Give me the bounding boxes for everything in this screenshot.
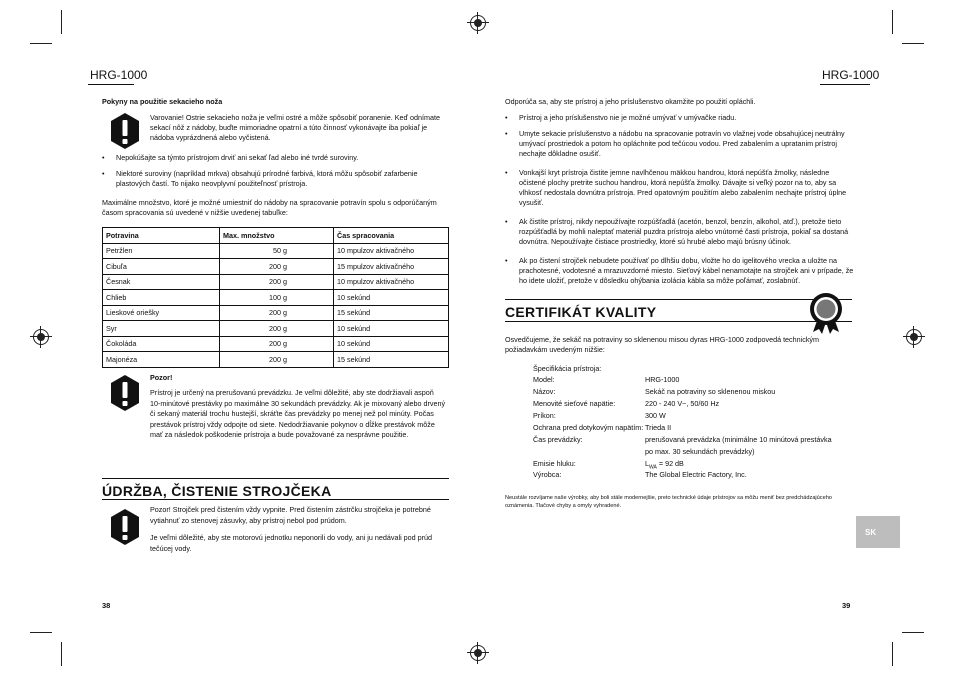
cert-text: Osvedčujeme, že sekáč na potraviny so sklenenou misou dyras HRG-1000 zodpovedá technickým požiadavkám uvedeným nižšie:: [505, 335, 820, 354]
noise-subscript: WA: [649, 464, 657, 471]
table-cell: 200 g: [220, 259, 334, 275]
spec-value: The Global Electric Factory, Inc.: [645, 470, 747, 479]
list-item: • Niektoré suroviny (napríklad mrkva) obsahujú prírodné farbivá, ktorá môžu spôsobiť zafarbenie plastových častí. To nijako neovplyvní použiteľnosť prístroja.: [102, 169, 446, 189]
registration-mark-icon: [906, 329, 922, 345]
crop-mark: [892, 10, 893, 34]
language-tab: [856, 516, 900, 548]
table-row: [103, 352, 449, 368]
table-cell: 50 g: [220, 243, 334, 259]
bullet-list: [505, 113, 855, 286]
list-item: • Vonkajší kryt prístroja čistite jemne navlhčenou mäkkou handrou, ktorá nepúšťa žmolky, následne očistené plochy pretrite suchou handrou, ktorá nepúšťa žmolky. Dávajte si veľký pozor na to, aby sa vlhkosť nedostala dovnútra prístroja. Pred opatovným použitím alebo zabalením nechajte prístroj úplne vysušiť.: [505, 168, 855, 208]
section-rule: [102, 478, 449, 479]
maintenance-text: Je veľmi dôležité, aby ste motorovú jednotku neponorili do vody, ani ju nedávali pod prúd tečúcej vody.: [150, 533, 433, 553]
table-row: [103, 305, 449, 321]
spec-label: Príkon:: [533, 411, 556, 420]
table-cell: 10 sekúnd: [334, 336, 449, 352]
crop-mark: [30, 43, 52, 44]
table-header: Potravina: [103, 228, 220, 244]
caution-title: Pozor!: [150, 373, 173, 382]
table-row: [103, 243, 449, 259]
food-table: [102, 227, 449, 368]
section-heading: ÚDRŽBA, ČISTENIE STROJČEKA: [102, 483, 332, 499]
spec-label: Emisie hluku:: [533, 459, 576, 468]
header-rule: [820, 84, 870, 85]
page-number: 38: [102, 601, 111, 610]
table-row: [103, 321, 449, 337]
spec-value: 220 - 240 V~, 50/60 Hz: [645, 399, 720, 408]
table-cell: 15 mpulzov aktivačného: [334, 259, 449, 275]
table-cell: 200 g: [220, 274, 334, 290]
table-cell: 15 sekúnd: [334, 305, 449, 321]
warning-icon: [109, 112, 141, 150]
caution-text: Prístroj je určený na prerušovanú prevádzku. Je veľmi dôležité, aby ste dodržiavali aspoň 10-minútové prestávky po maximálne 30 sekundách prevádzky. Ak je mixovaný alebo drvený či sekaný materiál trochu hustejší, skráťte čas prevádzky po menej než pol minúty. Počas prestávok prístroj vždy odpojte od siete. Nedodržiavanie pokynov o dĺžke prestávok môže mať za následok poškodenie prístroja a bude považované za nesprávne použitie.: [150, 388, 446, 440]
table-cell: 200 g: [220, 336, 334, 352]
model-label-right: HRG-1000: [822, 68, 880, 82]
spec-value: Trieda II: [645, 423, 672, 432]
section-rule: [102, 499, 449, 500]
crop-mark: [902, 632, 924, 633]
spec-label: Ochrana pred dotykovým napätím:: [533, 423, 644, 432]
table-cell: 10 mpulzov aktivačného: [334, 243, 449, 259]
table-row: [103, 336, 449, 352]
cert-heading: CERTIFIKÁT KVALITY: [505, 304, 657, 320]
page-number: 39: [842, 601, 851, 610]
table-cell: Syr: [103, 321, 220, 337]
warning-text: Varovanie! Ostrie sekacieho noža je veľmi ostré a môže spôsobiť poranenie. Keď odnímate sekací nôž z nádoby, buďte mimoriadne opatrní a túto činnosť vykonávajte iba pokiaľ je nádoba vyprázdnená alebo vyčistená.: [150, 113, 440, 142]
spec-title: Špecifikácia prístroja:: [533, 364, 602, 373]
cleaning-intro: Odporúča sa, aby ste prístroj a jeho príslušenstvo okamžite po použití opláchli.: [505, 97, 756, 106]
list-item: • Ak po čistení strojček nebudete používať po dlhšiu dobu, vložte ho do igelitového vrecka a uložte na prachotesné, vodotesné a mrazuvzdorné miesto. Sieťový kábel nenamotajte na strojček ani v prípade, že ho idete uložiť, pretože v dôsledku ohýbania izolácia kábla sa môže poľámať, zoslabnúť.: [505, 256, 855, 286]
table-cell: Chlieb: [103, 290, 220, 306]
language-tab-label: SK: [865, 528, 877, 537]
section-rule: [505, 321, 852, 322]
warning-icon: [109, 508, 141, 546]
table-cell: 100 g: [220, 290, 334, 306]
table-row: [103, 274, 449, 290]
list-item: • Prístroj a jeho príslušenstvo nie je možné umývať v umývačke riadu.: [505, 113, 855, 123]
table-header: Max. množstvo: [220, 228, 334, 244]
table-header: Čas spracovania: [334, 228, 449, 244]
list-item: • Ak čistíte prístroj, nikdy nepoužívajte rozpúšťadlá (acetón, benzol, benzín, alkohol, atď.), pretože tieto rozpúšťadlá by mohli naleptať materiál puzdra prístroja alebo vnútorné časti prístroja, pokiaľ sa dostaná dovnútra. Nepoužívajte čistiace prostriedky, ktoré sú hrubé alebo majú brúsny účinok.: [505, 217, 855, 247]
registration-mark-icon: [33, 329, 49, 345]
quality-seal-icon: [808, 292, 844, 334]
table-cell: 200 g: [220, 352, 334, 368]
crop-mark: [902, 43, 924, 44]
table-cell: 10 sekúnd: [334, 290, 449, 306]
spec-value: 300 W: [645, 411, 666, 420]
table-row: [103, 290, 449, 306]
list-item: • Umyte sekacie príslušenstvo a nádobu na spracovanie potravín vo vlažnej vode obsahujúcej neutrálny umývací prostriedok a potom ho opláchnite pod tečúcou vodou. Pred zabalením a upratanim prístroj nechajte dôkladne osušiť.: [505, 129, 855, 159]
spec-value-cont: po max. 30 sekundách prevádzky): [645, 447, 755, 456]
spec-value: Sekáč na potraviny so sklenenou miskou: [645, 387, 776, 396]
spec-label: Model:: [533, 375, 555, 384]
noise-value: = 92 dB: [658, 459, 684, 468]
spec-value: HRG-1000: [645, 375, 680, 384]
spec-label: Čas prevádzky:: [533, 435, 583, 444]
spec-label: Výrobca:: [533, 470, 562, 479]
table-cell: Petržlen: [103, 243, 220, 259]
table-cell: Čokoláda: [103, 336, 220, 352]
crop-mark: [892, 642, 893, 666]
model-label-left: HRG-1000: [90, 68, 148, 82]
spec-value: prerušovaná prevádzka (minimálne 10 minútová prestávka: [645, 435, 832, 444]
header-rule: [88, 84, 134, 85]
table-cell: 15 sekúnd: [334, 352, 449, 368]
spec-label: Menovité sieťové napätie:: [533, 399, 616, 408]
noise-symbol: L: [645, 459, 649, 468]
warning-icon: [109, 374, 141, 412]
section-title: Pokyny na použitie sekacieho noža: [102, 97, 223, 106]
section-rule: [505, 299, 852, 300]
table-cell: 10 sekúnd: [334, 321, 449, 337]
registration-mark-icon: [470, 15, 486, 31]
table-cell: Cibuľa: [103, 259, 220, 275]
maintenance-text: Pozor! Strojček pred čistením vždy vypnite. Pred čistením zástrčku strojčeka je potrebné vytiahnuť zo stenovej zásuvky, aby prístroj nebol pod prúdom.: [150, 505, 431, 525]
spec-label: Názov:: [533, 387, 556, 396]
table-cell: Majonéza: [103, 352, 220, 368]
crop-mark: [61, 642, 62, 666]
table-intro: Maximálne množstvo, ktoré je možné umiestniť do nádoby na spracovanie potravín spolu s odporúčaným časom spracovania sú uvedené v nižšie uvedenej tabuľke:: [102, 198, 437, 217]
table-row: [103, 259, 449, 275]
table-cell: Česnak: [103, 274, 220, 290]
table-cell: 200 g: [220, 321, 334, 337]
crop-mark: [30, 632, 52, 633]
table-cell: 10 mpulzov aktivačného: [334, 274, 449, 290]
footnote: Neustále rozvíjame naše výrobky, aby boli stále modernejšie, preto technické údaje prístrojov sa môžu meniť bez predchádzajúceho oznámenia. Tlačové chyby a omyly vyhradené.: [505, 495, 832, 509]
crop-mark: [61, 10, 62, 34]
list-item: • Nepokúšajte sa týmto prístrojom drviť ani sekať ľad alebo iné tvrdé suroviny.: [102, 153, 446, 163]
bullet-list: [102, 153, 446, 189]
registration-mark-icon: [470, 645, 486, 661]
table-header-row: [103, 228, 449, 244]
table-cell: 200 g: [220, 305, 334, 321]
table-cell: Lieskové oriešky: [103, 305, 220, 321]
